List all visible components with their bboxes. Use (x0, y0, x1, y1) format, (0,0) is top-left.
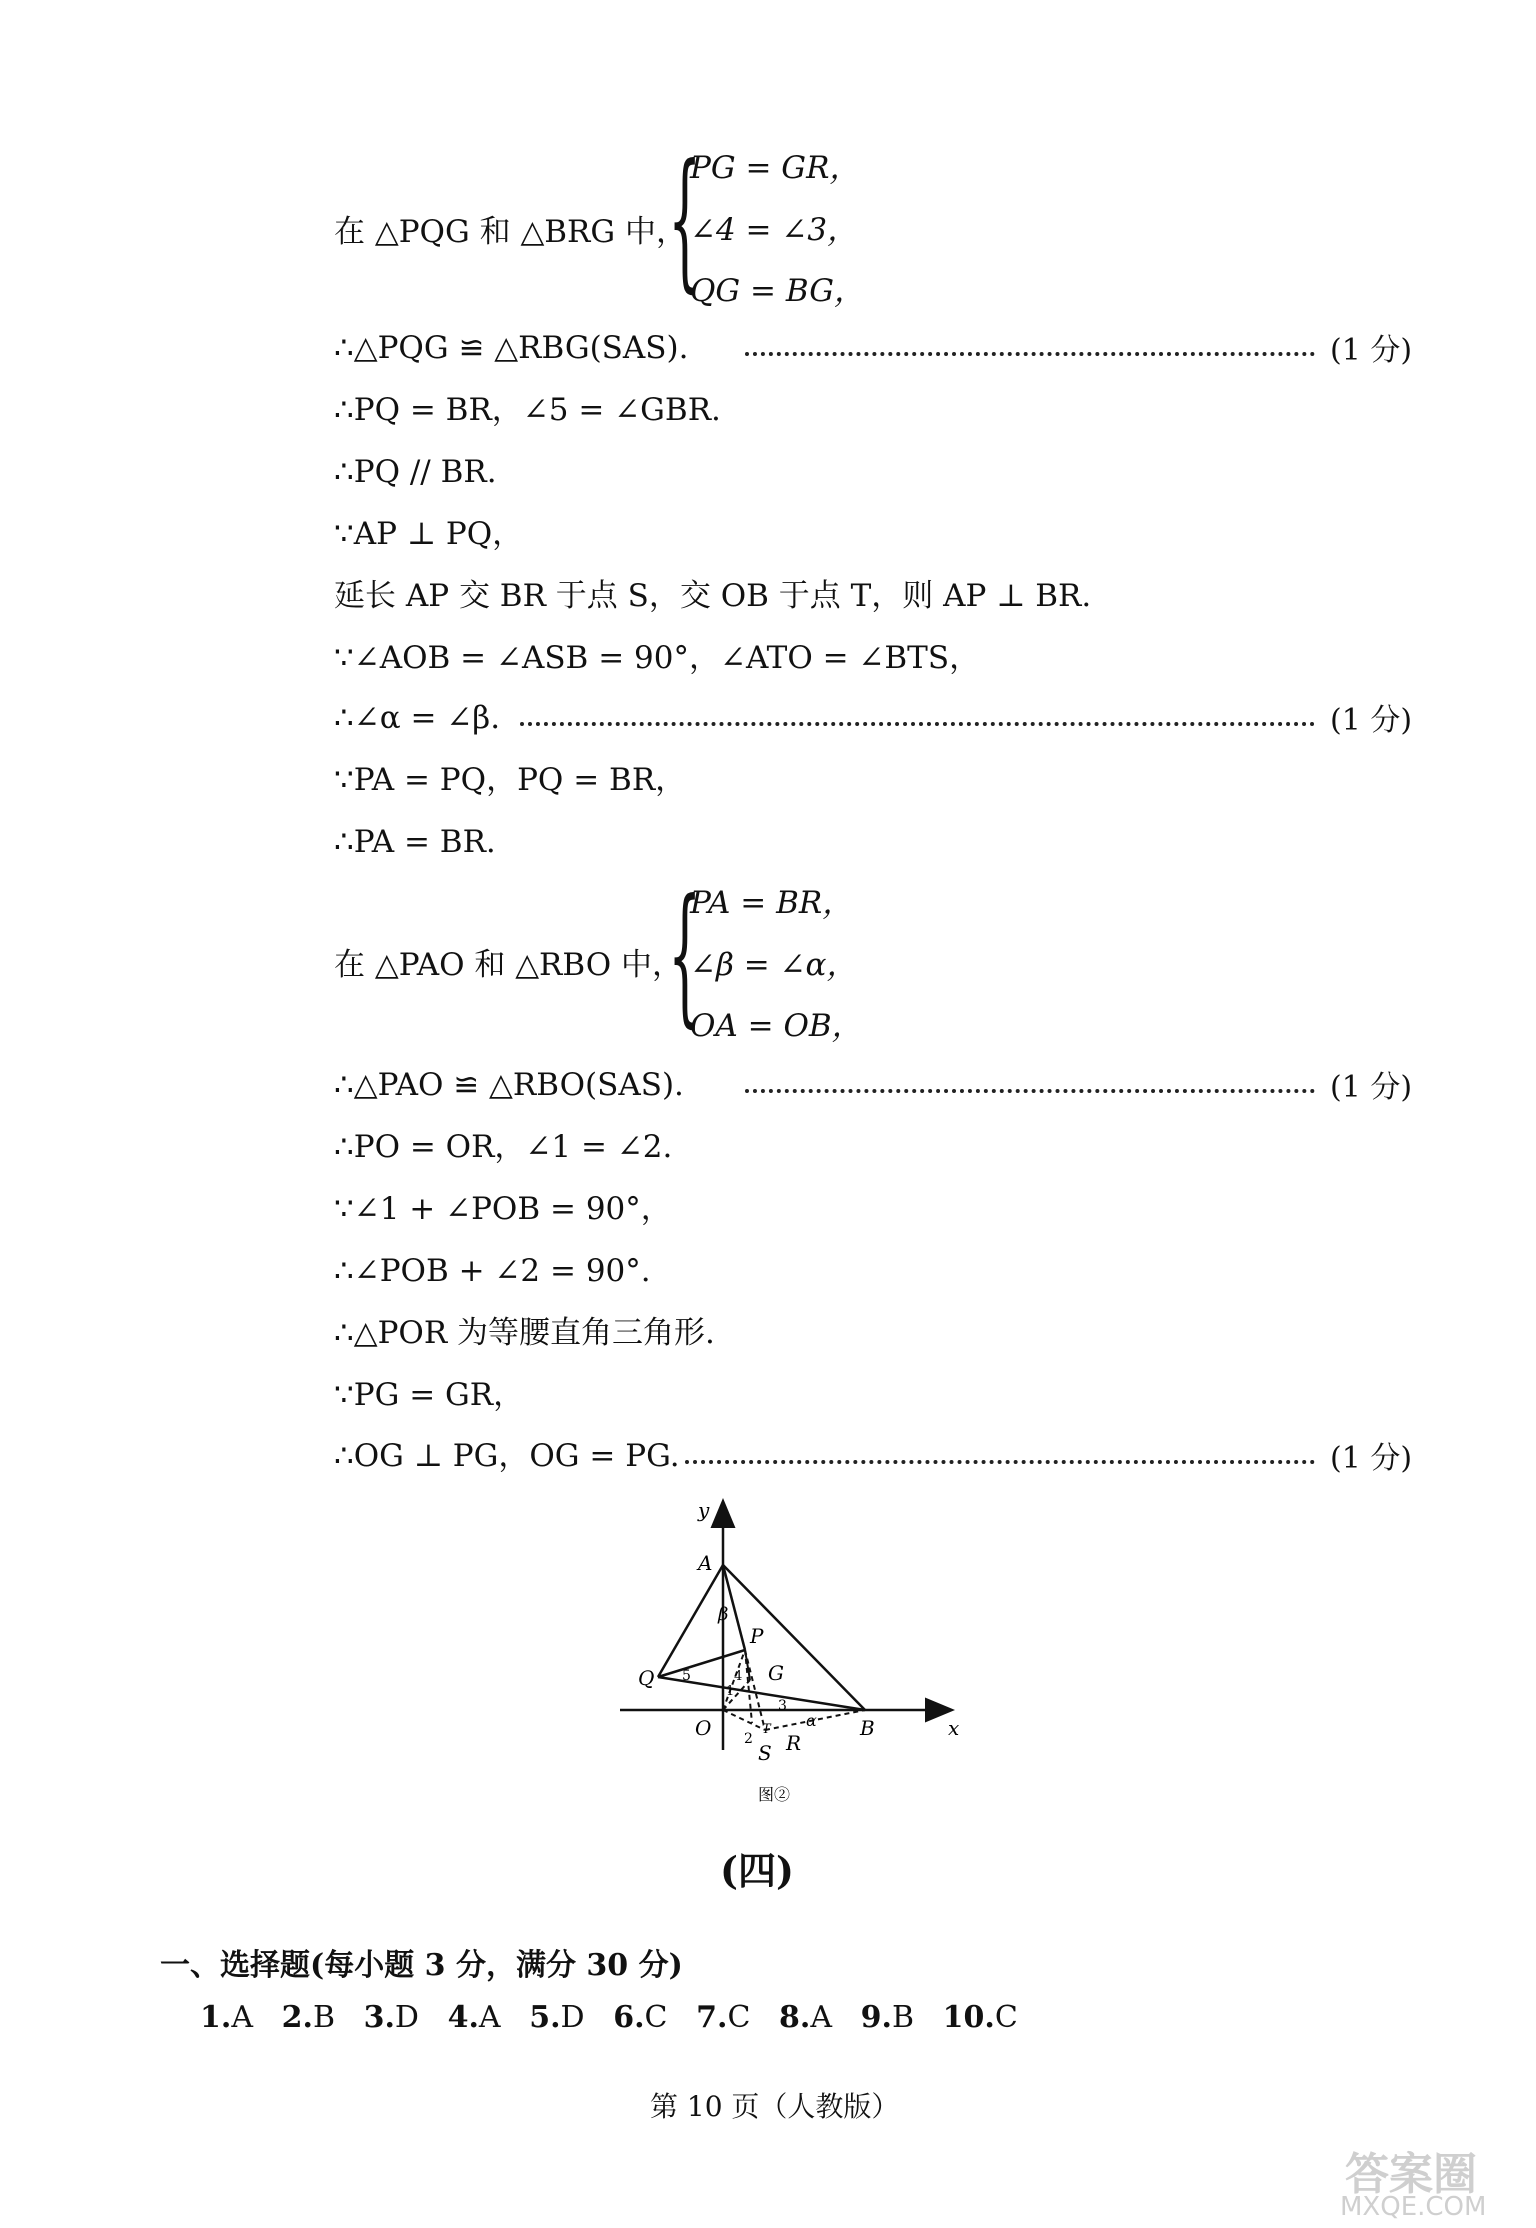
answer-item: 10.C (942, 2000, 1018, 2035)
system1-prefix: 在 △PQG 和 △BRG 中， (334, 214, 688, 250)
system1-row: QG = BG， (690, 273, 865, 309)
proof-line: ∴PO = OR，∠1 = ∠2. (334, 1129, 673, 1165)
system2-brace: { (668, 868, 702, 1042)
proof-line: ∴OG ⊥ PG，OG = PG. (334, 1438, 680, 1474)
label-O: O (695, 1716, 712, 1740)
leader-dots (685, 1460, 1315, 1464)
segment-OR (723, 1710, 765, 1730)
proof-line: ∴PQ = BR，∠5 = ∠GBR. (334, 392, 721, 428)
proof-line: ∵PA = PQ，PQ = BR， (334, 762, 687, 798)
label-x: x (948, 1716, 960, 1740)
label-beta: β (718, 1604, 729, 1625)
geometry-figure (610, 1495, 970, 1825)
proof-line: ∴PA = BR. (334, 824, 496, 860)
answer-item: 7.C (696, 2000, 751, 2035)
system2-prefix: 在 △PAO 和 △RBO 中， (334, 947, 684, 983)
label-angle-2: 2 (744, 1731, 753, 1747)
system2-row: ∠β = ∠α， (690, 947, 858, 983)
proof-line: 延长 AP 交 BR 于点 S，交 OB 于点 T，则 AP ⊥ BR. (334, 578, 1092, 614)
system2-row: PA = BR， (690, 885, 854, 921)
page-footer: 第 10 页（人教版） (650, 2090, 900, 2123)
system2-row: OA = OB， (690, 1008, 863, 1044)
proof-line: ∴△PAO ≌ △RBO(SAS). (334, 1067, 684, 1103)
label-R: R (786, 1731, 802, 1755)
proof-line: ∴△PQG ≌ △RBG(SAS). (334, 330, 689, 366)
answer-item: 6.C (613, 2000, 668, 2035)
label-A: A (698, 1551, 713, 1575)
label-G: G (768, 1661, 784, 1685)
answer-item: 1.A (200, 2000, 253, 2035)
answer-item: 3.D (363, 2000, 419, 2035)
label-angle-1: 1 (726, 1684, 735, 1699)
answer-item: 8.A (779, 2000, 833, 2035)
segment-AB (723, 1565, 865, 1710)
proof-line: ∴PQ // BR. (334, 454, 497, 490)
question-heading: 一、选择题(每小题 3 分，满分 30 分) (160, 1948, 683, 1983)
leader-dots (520, 722, 1315, 726)
label-T: T (762, 1722, 771, 1737)
answer-item: 9.B (860, 2000, 914, 2035)
label-angle-5: 5 (682, 1668, 691, 1684)
system1-row: ∠4 = ∠3， (690, 212, 859, 248)
proof-line: ∵∠AOB = ∠ASB = 90°，∠ATO = ∠BTS， (334, 640, 981, 676)
score: (1 分) (1330, 703, 1413, 738)
proof-line: ∴∠α = ∠β. (334, 700, 501, 736)
proof-line: ∴∠POB + ∠2 = 90°. (334, 1253, 651, 1289)
label-S: S (758, 1741, 772, 1765)
section-title: (四) (720, 1848, 794, 1893)
label-angle-4: 4 (734, 1669, 743, 1684)
proof-line: ∵AP ⊥ PQ， (334, 516, 524, 552)
proof-line: ∴△POR 为等腰直角三角形. (334, 1315, 715, 1351)
answer-item: 5.D (529, 2000, 585, 2035)
label-y: y (698, 1498, 710, 1522)
leader-dots (745, 1089, 1315, 1093)
watermark-url: MXQE.COM (1340, 2192, 1487, 2222)
score: (1 分) (1330, 1070, 1413, 1105)
watermark-logo: 答案圈 (1345, 2149, 1477, 2200)
label-alpha: α (806, 1711, 817, 1730)
figure-caption: 图② (758, 1785, 791, 1804)
label-P: P (750, 1624, 764, 1648)
score: (1 分) (1330, 333, 1413, 368)
system1-row: PG = GR， (690, 150, 861, 186)
leader-dots (745, 352, 1315, 356)
answer-item: 4.A (447, 2000, 501, 2035)
score: (1 分) (1330, 1441, 1413, 1476)
system1-brace: { (668, 133, 702, 307)
label-Q: Q (638, 1666, 655, 1690)
answer-row (200, 2000, 1018, 2035)
answer-item: 2.B (281, 2000, 335, 2035)
proof-line: ∵PG = GR， (334, 1377, 525, 1413)
label-B: B (860, 1716, 875, 1740)
label-angle-3: 3 (778, 1698, 787, 1714)
proof-line: ∵∠1 + ∠POB = 90°， (334, 1191, 672, 1227)
